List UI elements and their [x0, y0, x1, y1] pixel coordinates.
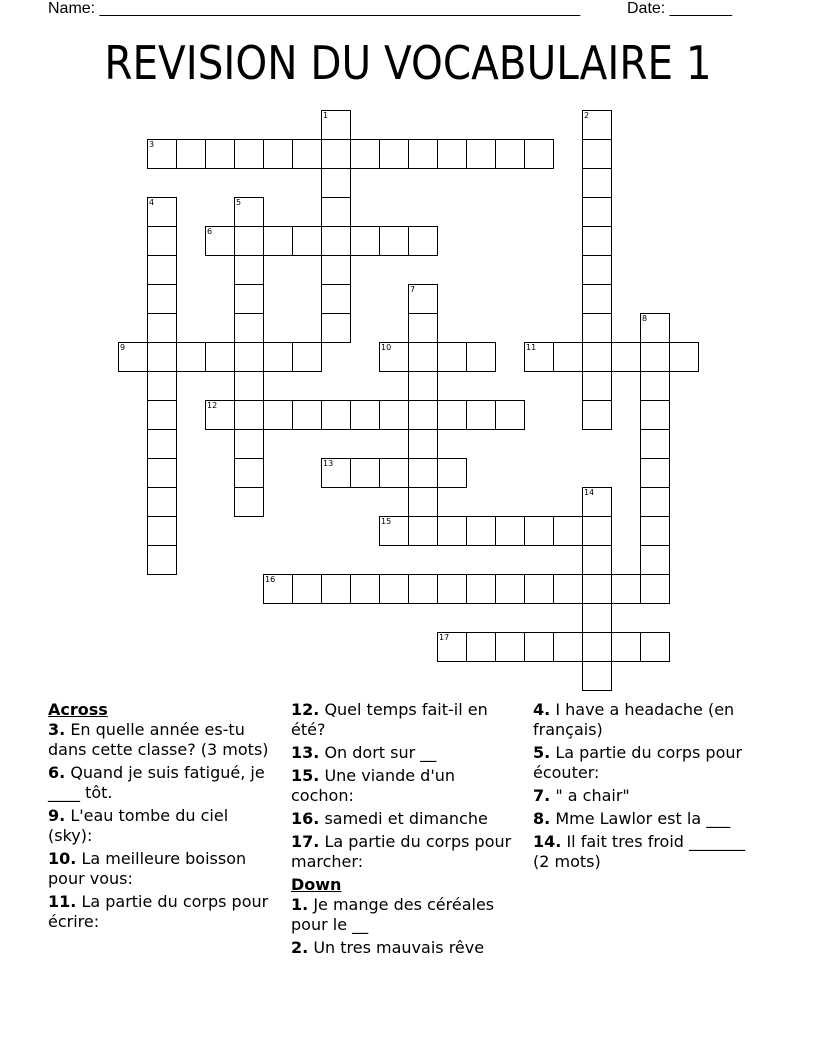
- crossword-cell[interactable]: [524, 516, 554, 546]
- crossword-cell[interactable]: [669, 342, 699, 372]
- crossword-cell[interactable]: [321, 110, 351, 140]
- crossword-cell[interactable]: [234, 429, 264, 459]
- crossword-cell[interactable]: [321, 400, 351, 430]
- crossword-cell[interactable]: [234, 400, 264, 430]
- crossword-cell[interactable]: [553, 516, 583, 546]
- crossword-cell[interactable]: [582, 255, 612, 285]
- crossword-cell[interactable]: [437, 400, 467, 430]
- crossword-cell[interactable]: [205, 139, 235, 169]
- crossword-cell[interactable]: [147, 197, 177, 227]
- crossword-cell[interactable]: [640, 400, 670, 430]
- crossword-cell[interactable]: [495, 632, 525, 662]
- crossword-cell[interactable]: [553, 632, 583, 662]
- crossword-cell[interactable]: [408, 139, 438, 169]
- crossword-cell[interactable]: [263, 139, 293, 169]
- crossword-cell[interactable]: [147, 284, 177, 314]
- crossword-cell[interactable]: [582, 139, 612, 169]
- crossword-cell[interactable]: [350, 458, 380, 488]
- crossword-cell[interactable]: [466, 632, 496, 662]
- crossword-cell[interactable]: [321, 255, 351, 285]
- down-clue-2: 2. Un tres mauvais rêve: [291, 938, 485, 957]
- crossword-cell[interactable]: [640, 429, 670, 459]
- crossword-cell[interactable]: [408, 342, 438, 372]
- across-clue-13: 13. On dort sur __: [291, 743, 437, 762]
- clue-number-label: 13: [323, 459, 334, 468]
- crossword-cell[interactable]: [350, 226, 380, 256]
- crossword-cell[interactable]: [408, 226, 438, 256]
- clue-number-label: 12: [207, 401, 218, 410]
- crossword-cell[interactable]: [379, 342, 409, 372]
- crossword-cell[interactable]: [582, 545, 612, 575]
- crossword-cell[interactable]: [437, 458, 467, 488]
- across-clue-15: 15. Une viande d'un cochon:: [291, 766, 455, 805]
- down-clue-1: 1. Je mange des céréales pour le __: [291, 895, 495, 934]
- crossword-cell[interactable]: [582, 574, 612, 604]
- crossword-cell[interactable]: [466, 574, 496, 604]
- crossword-cell[interactable]: [466, 139, 496, 169]
- crossword-cell[interactable]: [263, 400, 293, 430]
- clue-number-label: 17: [439, 633, 450, 642]
- crossword-cell[interactable]: [350, 139, 380, 169]
- crossword-cell[interactable]: [147, 139, 177, 169]
- crossword-cell[interactable]: [321, 458, 351, 488]
- crossword-cell[interactable]: [408, 313, 438, 343]
- crossword-cell[interactable]: [321, 284, 351, 314]
- crossword-cell[interactable]: [234, 284, 264, 314]
- crossword-cell[interactable]: [321, 139, 351, 169]
- crossword-cell[interactable]: [408, 487, 438, 517]
- crossword-cell[interactable]: [147, 458, 177, 488]
- crossword-cell[interactable]: [147, 342, 177, 372]
- crossword-cell[interactable]: [408, 458, 438, 488]
- clue-number-label: 9: [120, 343, 126, 352]
- crossword-cell[interactable]: [379, 226, 409, 256]
- crossword-cell[interactable]: [176, 342, 206, 372]
- crossword-cell[interactable]: [466, 516, 496, 546]
- crossword-cell[interactable]: [437, 574, 467, 604]
- crossword-cell[interactable]: [234, 458, 264, 488]
- crossword-cell[interactable]: [640, 545, 670, 575]
- crossword-cell[interactable]: [379, 574, 409, 604]
- crossword-cell[interactable]: [582, 487, 612, 517]
- crossword-cell[interactable]: [408, 516, 438, 546]
- across-clue-12: 12. Quel temps fait-il en été?: [291, 700, 488, 739]
- crossword-cell[interactable]: [640, 632, 670, 662]
- crossword-cell[interactable]: [640, 516, 670, 546]
- crossword-cell[interactable]: [611, 574, 641, 604]
- crossword-cell[interactable]: [466, 342, 496, 372]
- date-field-label[interactable]: Date: _______: [627, 0, 732, 17]
- crossword-cell[interactable]: [379, 516, 409, 546]
- crossword-cell[interactable]: [176, 139, 206, 169]
- crossword-cell[interactable]: [582, 603, 612, 633]
- crossword-cell[interactable]: [408, 284, 438, 314]
- crossword-cell[interactable]: [582, 226, 612, 256]
- crossword-cell[interactable]: [640, 458, 670, 488]
- crossword-cell[interactable]: [437, 632, 467, 662]
- crossword-cell[interactable]: [495, 516, 525, 546]
- down-clue-14: 14. Il fait tres froid _______ (2 mots): [533, 832, 746, 871]
- crossword-cell[interactable]: [118, 342, 148, 372]
- across-clue-10: 10. La meilleure boisson pour vous:: [48, 849, 247, 888]
- crossword-cell[interactable]: [147, 226, 177, 256]
- across-clue-3: 3. En quelle année es-tu dans cette classe? (3 mots): [48, 720, 269, 759]
- clue-number-label: 11: [526, 343, 537, 352]
- crossword-cell[interactable]: [321, 313, 351, 343]
- crossword-cell[interactable]: [321, 226, 351, 256]
- clue-number-label: 14: [584, 488, 595, 497]
- crossword-cell[interactable]: [234, 371, 264, 401]
- crossword-cell[interactable]: [524, 342, 554, 372]
- crossword-cell[interactable]: [234, 313, 264, 343]
- across-clue-17: 17. La partie du corps pour marcher:: [291, 832, 512, 871]
- crossword-cell[interactable]: [408, 400, 438, 430]
- clue-number-label: 8: [642, 314, 648, 323]
- crossword-cell[interactable]: [350, 400, 380, 430]
- crossword-cell[interactable]: [321, 168, 351, 198]
- crossword-cell[interactable]: [640, 574, 670, 604]
- crossword-cell[interactable]: [234, 226, 264, 256]
- clue-number-label: 2: [584, 111, 590, 120]
- crossword-cell[interactable]: [292, 139, 322, 169]
- crossword-cell[interactable]: [640, 487, 670, 517]
- crossword-cell[interactable]: [234, 255, 264, 285]
- across-clue-11: 11. La partie du corps pour écrire:: [48, 892, 269, 931]
- crossword-cell[interactable]: [582, 110, 612, 140]
- clue-number-label: 5: [236, 198, 242, 207]
- crossword-cell[interactable]: [640, 371, 670, 401]
- crossword-cell[interactable]: [147, 545, 177, 575]
- clue-number-label: 15: [381, 517, 392, 526]
- clue-number-label: 1: [323, 111, 329, 120]
- crossword-cell[interactable]: [234, 487, 264, 517]
- crossword-cell[interactable]: [582, 284, 612, 314]
- crossword-cell[interactable]: [495, 574, 525, 604]
- crossword-cell[interactable]: [582, 400, 612, 430]
- crossword-cell[interactable]: [408, 371, 438, 401]
- crossword-cell[interactable]: [379, 458, 409, 488]
- down-heading: Down: [291, 875, 342, 894]
- crossword-cell[interactable]: [582, 168, 612, 198]
- name-field-label[interactable]: Name: ______________________________________________________: [48, 0, 581, 17]
- crossword-cell[interactable]: [292, 226, 322, 256]
- crossword-cell[interactable]: [495, 139, 525, 169]
- crossword-cell[interactable]: [147, 487, 177, 517]
- crossword-cell[interactable]: [640, 342, 670, 372]
- clues-column-1: [48, 700, 276, 935]
- clue-number-label: 3: [149, 140, 155, 149]
- crossword-cell[interactable]: [582, 342, 612, 372]
- crossword-cell[interactable]: [263, 342, 293, 372]
- crossword-cell[interactable]: [466, 400, 496, 430]
- crossword-cell[interactable]: [582, 197, 612, 227]
- crossword-cell[interactable]: [437, 516, 467, 546]
- crossword-cell[interactable]: [437, 342, 467, 372]
- crossword-cell[interactable]: [205, 226, 235, 256]
- crossword-cell[interactable]: [524, 574, 554, 604]
- crossword-cell[interactable]: [292, 574, 322, 604]
- down-clue-8: 8. Mme Lawlor est la ___: [533, 809, 731, 828]
- crossword-cell[interactable]: [147, 313, 177, 343]
- crossword-cell[interactable]: [205, 342, 235, 372]
- crossword-cell[interactable]: [321, 197, 351, 227]
- crossword-cell[interactable]: [147, 371, 177, 401]
- crossword-cell[interactable]: [524, 632, 554, 662]
- clue-number-label: 6: [207, 227, 213, 236]
- crossword-cell[interactable]: [263, 226, 293, 256]
- down-clue-7: 7. " a chair": [533, 786, 630, 805]
- across-heading: Across: [48, 700, 108, 719]
- crossword-cell[interactable]: [582, 313, 612, 343]
- crossword-cell[interactable]: [147, 400, 177, 430]
- crossword-cell[interactable]: [640, 313, 670, 343]
- clue-number-label: 16: [265, 575, 276, 584]
- crossword-cell[interactable]: [292, 400, 322, 430]
- crossword-cell[interactable]: [408, 429, 438, 459]
- crossword-cell[interactable]: [147, 516, 177, 546]
- crossword-cell[interactable]: [292, 342, 322, 372]
- clue-number-label: 4: [149, 198, 155, 207]
- crossword-cell[interactable]: [147, 429, 177, 459]
- crossword-cell[interactable]: [524, 139, 554, 169]
- down-clue-5: 5. La partie du corps pour écouter:: [533, 743, 743, 782]
- crossword-cell[interactable]: [495, 400, 525, 430]
- crossword-cell[interactable]: [582, 632, 612, 662]
- crossword-cell[interactable]: [234, 139, 264, 169]
- crossword-cell[interactable]: [234, 342, 264, 372]
- across-clue-9: 9. L'eau tombe du ciel (sky):: [48, 806, 229, 845]
- across-clue-16: 16. samedi et dimanche: [291, 809, 488, 828]
- clue-number-label: 7: [410, 285, 416, 294]
- crossword-cell[interactable]: [553, 574, 583, 604]
- clues-column-3: [533, 700, 753, 875]
- down-clue-4: 4. I have a headache (en français): [533, 700, 735, 739]
- across-clue-6: 6. Quand je suis fatigué, je ____ tôt.: [48, 763, 265, 802]
- crossword-cell[interactable]: [234, 197, 264, 227]
- clues-column-2: [291, 700, 519, 961]
- crossword-cell[interactable]: [611, 342, 641, 372]
- crossword-cell[interactable]: [350, 574, 380, 604]
- crossword-cell[interactable]: [553, 342, 583, 372]
- crossword-cell[interactable]: [582, 516, 612, 546]
- crossword-cell[interactable]: [205, 400, 235, 430]
- crossword-cell[interactable]: [379, 139, 409, 169]
- crossword-cell[interactable]: [611, 632, 641, 662]
- crossword-cell[interactable]: [582, 661, 612, 691]
- crossword-cell[interactable]: [147, 255, 177, 285]
- crossword-cell[interactable]: [437, 139, 467, 169]
- page-title: REVISION DU VOCABULAIRE 1: [104, 36, 712, 90]
- crossword-cell[interactable]: [379, 400, 409, 430]
- crossword-cell[interactable]: [321, 574, 351, 604]
- crossword-cell[interactable]: [408, 574, 438, 604]
- crossword-cell[interactable]: [582, 371, 612, 401]
- clue-number-label: 10: [381, 343, 392, 352]
- crossword-cell[interactable]: [263, 574, 293, 604]
